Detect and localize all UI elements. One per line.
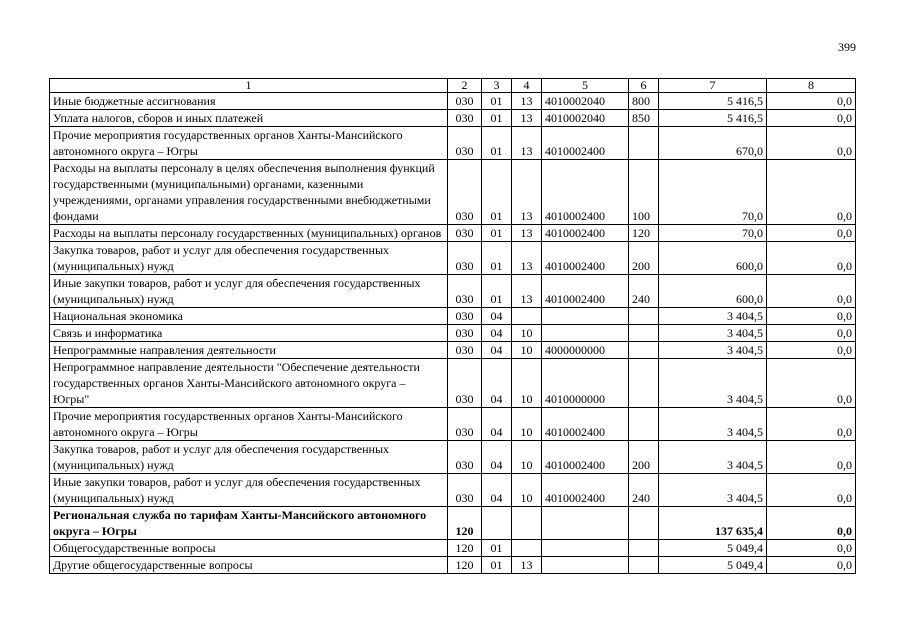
row-c6-cell: 800 bbox=[629, 93, 659, 110]
table-row bbox=[50, 225, 856, 242]
row-c6-cell: 100 bbox=[629, 160, 659, 225]
row-c5-cell: 4000000000 bbox=[542, 342, 629, 359]
table-row bbox=[50, 507, 856, 540]
row-c5-cell: 4010002400 bbox=[542, 160, 629, 225]
row-c2-cell: 030 bbox=[448, 110, 482, 127]
column-header: 7 bbox=[659, 79, 767, 93]
row-c8-cell: 0,0 bbox=[767, 408, 856, 441]
table-row bbox=[50, 342, 856, 359]
row-c5-cell: 4010002400 bbox=[542, 225, 629, 242]
row-name-cell: Прочие мероприятия государственных органов Ханты-Мансийского автономного округа – Югры bbox=[50, 408, 448, 441]
row-c5-cell: 4010002400 bbox=[542, 242, 629, 275]
row-c4-cell: 13 bbox=[512, 275, 542, 308]
row-c2-cell: 030 bbox=[448, 127, 482, 160]
row-c2-cell: 120 bbox=[448, 540, 482, 557]
row-c6-cell: 850 bbox=[629, 110, 659, 127]
row-c6-cell bbox=[629, 325, 659, 342]
row-c4-cell: 13 bbox=[512, 242, 542, 275]
row-c2-cell: 030 bbox=[448, 325, 482, 342]
row-c5-cell bbox=[542, 507, 629, 540]
row-c7-cell: 3 404,5 bbox=[659, 474, 767, 507]
row-c4-cell: 13 bbox=[512, 557, 542, 574]
row-name-cell: Расходы на выплаты персоналу государственных (муниципальных) органов bbox=[50, 225, 448, 242]
row-c8-cell: 0,0 bbox=[767, 342, 856, 359]
row-c7-cell: 600,0 bbox=[659, 242, 767, 275]
row-c6-cell: 200 bbox=[629, 242, 659, 275]
row-name-cell: Связь и информатика bbox=[50, 325, 448, 342]
row-c6-cell: 240 bbox=[629, 275, 659, 308]
row-c5-cell bbox=[542, 540, 629, 557]
row-c3-cell: 04 bbox=[482, 441, 512, 474]
row-c3-cell: 01 bbox=[482, 127, 512, 160]
row-c8-cell: 0,0 bbox=[767, 474, 856, 507]
row-c5-cell bbox=[542, 325, 629, 342]
row-c4-cell bbox=[512, 507, 542, 540]
row-c8-cell: 0,0 bbox=[767, 225, 856, 242]
row-name-cell: Уплата налогов, сборов и иных платежей bbox=[50, 110, 448, 127]
row-c3-cell: 04 bbox=[482, 408, 512, 441]
table-row bbox=[50, 441, 856, 474]
row-c3-cell: 04 bbox=[482, 325, 512, 342]
table-row bbox=[50, 127, 856, 160]
column-header: 1 bbox=[50, 79, 448, 93]
row-c5-cell: 4010002400 bbox=[542, 408, 629, 441]
row-c7-cell: 3 404,5 bbox=[659, 308, 767, 325]
row-c3-cell: 01 bbox=[482, 540, 512, 557]
table-body bbox=[50, 93, 856, 574]
page-number: 399 bbox=[838, 40, 856, 54]
row-c6-cell bbox=[629, 127, 659, 160]
table-row bbox=[50, 359, 856, 408]
table-row bbox=[50, 308, 856, 325]
row-c2-cell: 030 bbox=[448, 93, 482, 110]
row-c7-cell: 3 404,5 bbox=[659, 342, 767, 359]
column-header: 2 bbox=[448, 79, 482, 93]
row-c8-cell: 0,0 bbox=[767, 110, 856, 127]
row-name-cell: Региональная служба по тарифам Ханты-Мансийского автономного округа – Югры bbox=[50, 507, 448, 540]
row-c8-cell: 0,0 bbox=[767, 540, 856, 557]
row-c8-cell: 0,0 bbox=[767, 160, 856, 225]
row-c6-cell bbox=[629, 342, 659, 359]
row-c8-cell: 0,0 bbox=[767, 93, 856, 110]
row-c3-cell: 01 bbox=[482, 275, 512, 308]
row-c3-cell bbox=[482, 507, 512, 540]
table-row bbox=[50, 275, 856, 308]
column-header: 8 bbox=[767, 79, 856, 93]
row-name-cell: Закупка товаров, работ и услуг для обеспечения государственных (муниципальных) нужд bbox=[50, 441, 448, 474]
row-c8-cell: 0,0 bbox=[767, 308, 856, 325]
row-c5-cell bbox=[542, 308, 629, 325]
row-c3-cell: 01 bbox=[482, 225, 512, 242]
row-c3-cell: 01 bbox=[482, 160, 512, 225]
row-c2-cell: 030 bbox=[448, 225, 482, 242]
row-c4-cell: 13 bbox=[512, 93, 542, 110]
row-c7-cell: 5 416,5 bbox=[659, 93, 767, 110]
row-c7-cell: 137 635,4 bbox=[659, 507, 767, 540]
row-name-cell: Иные закупки товаров, работ и услуг для обеспечения государственных (муниципальных) нужд bbox=[50, 474, 448, 507]
row-c5-cell: 4010000000 bbox=[542, 359, 629, 408]
row-c2-cell: 030 bbox=[448, 242, 482, 275]
row-c4-cell: 13 bbox=[512, 127, 542, 160]
row-c2-cell: 030 bbox=[448, 474, 482, 507]
row-c4-cell: 10 bbox=[512, 359, 542, 408]
row-c5-cell: 4010002040 bbox=[542, 110, 629, 127]
row-c3-cell: 04 bbox=[482, 474, 512, 507]
row-c4-cell bbox=[512, 540, 542, 557]
row-c2-cell: 030 bbox=[448, 342, 482, 359]
column-header: 6 bbox=[629, 79, 659, 93]
row-c3-cell: 01 bbox=[482, 242, 512, 275]
row-c6-cell bbox=[629, 359, 659, 408]
row-c8-cell: 0,0 bbox=[767, 557, 856, 574]
row-c6-cell bbox=[629, 557, 659, 574]
row-c4-cell: 10 bbox=[512, 441, 542, 474]
table-row bbox=[50, 160, 856, 225]
table-row bbox=[50, 93, 856, 110]
row-c7-cell: 3 404,5 bbox=[659, 408, 767, 441]
row-c7-cell: 3 404,5 bbox=[659, 325, 767, 342]
row-c7-cell: 70,0 bbox=[659, 225, 767, 242]
row-c5-cell: 4010002040 bbox=[542, 93, 629, 110]
row-c4-cell: 13 bbox=[512, 110, 542, 127]
row-c8-cell: 0,0 bbox=[767, 127, 856, 160]
row-c4-cell bbox=[512, 308, 542, 325]
row-c5-cell: 4010002400 bbox=[542, 275, 629, 308]
row-c6-cell: 120 bbox=[629, 225, 659, 242]
row-c2-cell: 030 bbox=[448, 441, 482, 474]
budget-table bbox=[49, 78, 856, 574]
row-c5-cell: 4010002400 bbox=[542, 127, 629, 160]
row-c3-cell: 01 bbox=[482, 110, 512, 127]
row-c8-cell: 0,0 bbox=[767, 325, 856, 342]
row-c8-cell: 0,0 bbox=[767, 242, 856, 275]
row-c6-cell: 240 bbox=[629, 474, 659, 507]
table-row bbox=[50, 242, 856, 275]
row-c7-cell: 5 416,5 bbox=[659, 110, 767, 127]
row-c3-cell: 01 bbox=[482, 93, 512, 110]
row-c7-cell: 600,0 bbox=[659, 275, 767, 308]
row-c2-cell: 030 bbox=[448, 275, 482, 308]
row-name-cell: Непрограммные направления деятельности bbox=[50, 342, 448, 359]
column-header: 4 bbox=[512, 79, 542, 93]
row-c7-cell: 5 049,4 bbox=[659, 557, 767, 574]
row-name-cell: Прочие мероприятия государственных органов Ханты-Мансийского автономного округа – Югры bbox=[50, 127, 448, 160]
row-c5-cell: 4010002400 bbox=[542, 441, 629, 474]
row-c2-cell: 030 bbox=[448, 308, 482, 325]
row-c7-cell: 3 404,5 bbox=[659, 359, 767, 408]
row-c3-cell: 01 bbox=[482, 557, 512, 574]
row-c2-cell: 120 bbox=[448, 507, 482, 540]
row-c5-cell: 4010002400 bbox=[542, 474, 629, 507]
row-c2-cell: 030 bbox=[448, 160, 482, 225]
row-c6-cell bbox=[629, 308, 659, 325]
table-row bbox=[50, 474, 856, 507]
table-row bbox=[50, 110, 856, 127]
row-c8-cell: 0,0 bbox=[767, 359, 856, 408]
row-name-cell: Закупка товаров, работ и услуг для обеспечения государственных (муниципальных) нужд bbox=[50, 242, 448, 275]
row-c3-cell: 04 bbox=[482, 308, 512, 325]
row-name-cell: Непрограммное направление деятельности "Обеспечение деятельности государственных органов Ханты-Мансийского автономного округа – Югры" bbox=[50, 359, 448, 408]
table-row bbox=[50, 408, 856, 441]
row-c8-cell: 0,0 bbox=[767, 275, 856, 308]
row-c8-cell: 0,0 bbox=[767, 507, 856, 540]
row-c4-cell: 13 bbox=[512, 225, 542, 242]
row-c2-cell: 030 bbox=[448, 408, 482, 441]
row-name-cell: Иные бюджетные ассигнования bbox=[50, 93, 448, 110]
row-c4-cell: 10 bbox=[512, 408, 542, 441]
row-c8-cell: 0,0 bbox=[767, 441, 856, 474]
row-c7-cell: 670,0 bbox=[659, 127, 767, 160]
row-c7-cell: 70,0 bbox=[659, 160, 767, 225]
row-name-cell: Национальная экономика bbox=[50, 308, 448, 325]
row-c7-cell: 5 049,4 bbox=[659, 540, 767, 557]
table-header-row bbox=[50, 79, 856, 93]
row-name-cell: Общегосударственные вопросы bbox=[50, 540, 448, 557]
table-row bbox=[50, 325, 856, 342]
row-name-cell: Расходы на выплаты персоналу в целях обеспечения выполнения функций государственными (муниципальными) органами, казенными учреждениями, органами управления государственными внебюджетными фондами bbox=[50, 160, 448, 225]
table-row bbox=[50, 557, 856, 574]
row-c4-cell: 10 bbox=[512, 325, 542, 342]
row-c5-cell bbox=[542, 557, 629, 574]
row-name-cell: Другие общегосударственные вопросы bbox=[50, 557, 448, 574]
column-header: 5 bbox=[542, 79, 629, 93]
row-c4-cell: 10 bbox=[512, 474, 542, 507]
row-c6-cell: 200 bbox=[629, 441, 659, 474]
row-c2-cell: 120 bbox=[448, 557, 482, 574]
row-c7-cell: 3 404,5 bbox=[659, 441, 767, 474]
row-c6-cell bbox=[629, 540, 659, 557]
row-c4-cell: 10 bbox=[512, 342, 542, 359]
column-header: 3 bbox=[482, 79, 512, 93]
row-c2-cell: 030 bbox=[448, 359, 482, 408]
row-name-cell: Иные закупки товаров, работ и услуг для обеспечения государственных (муниципальных) нужд bbox=[50, 275, 448, 308]
row-c4-cell: 13 bbox=[512, 160, 542, 225]
row-c3-cell: 04 bbox=[482, 342, 512, 359]
row-c6-cell bbox=[629, 507, 659, 540]
row-c6-cell bbox=[629, 408, 659, 441]
row-c3-cell: 04 bbox=[482, 359, 512, 408]
table-row bbox=[50, 540, 856, 557]
